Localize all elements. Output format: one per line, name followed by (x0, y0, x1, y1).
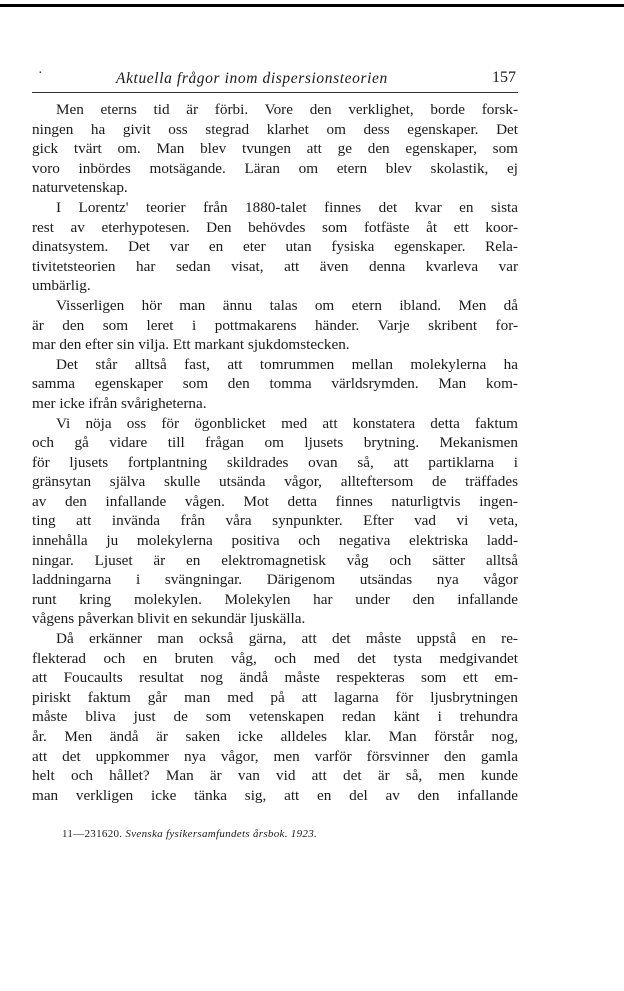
page-header (32, 66, 518, 93)
page-number: 157 (492, 69, 516, 86)
text-line: år. Men ändå är saken icke alldeles klar. Man förstår nog, (32, 728, 518, 745)
text-line: för ljusets fortplantning skildrades ovan så, att partiklarna i (32, 453, 518, 471)
text-line: att det uppkommer nya vågor, men varför försvinner den gamla (32, 747, 518, 765)
text-line: ningen ha givit oss stegrad klarhet om dess egenskaper. Det (32, 120, 518, 138)
text-line: dinatsystem. Det var en eter utan fysiska egenskaper. Rela- (32, 238, 518, 256)
text-line: gränsytan själva skulle utsända vågor, allteftersom de träffades (32, 473, 518, 491)
text-line: naturvetenskap. (32, 179, 128, 197)
text-line: är den som leret i pottmakarens händer. Varje skribent for- (32, 316, 518, 334)
running-title: Aktuella frågor inom dispersionsteorien (116, 70, 388, 87)
text-line: Men eterns tid är förbi. Vore den verklighet, borde forsk- (56, 101, 518, 118)
text-line: gick tvärt om. Man blev tvungen att ge den egenskaper, som (32, 140, 518, 158)
body-text (32, 100, 518, 805)
text-line: tivitetsteorien har sedan visat, att även denna kvarleva var (32, 257, 518, 275)
text-line: voro inbördes motsägande. Läran om etern blev skolastik, ej (32, 159, 518, 177)
header-dot-mark: · (38, 66, 43, 81)
text-line: piriskt faktum går man med på att lagarna för ljusbrytningen (32, 688, 518, 706)
text-line: flekterad och en bruten våg, och med det tysta medgivandet (32, 649, 518, 667)
text-line: laddningarna i svängningar. Därigenom utsändas nya vågor (32, 571, 518, 589)
top-border-rule (0, 4, 624, 7)
text-line: Visserligen hör man ännu talas om etern ibland. Men då (56, 296, 518, 314)
footer-signature: 11—231620. (62, 828, 123, 840)
text-line: och gå vidare till frågan om ljusets brytning. Mekanismen (32, 434, 518, 452)
footer-source: Svenska fysikersamfundets årsbok. 1923. (125, 828, 318, 840)
text-line: Då erkänner man också gärna, att det måste uppstå en re- (56, 630, 518, 648)
text-line: I Lorentz' teorier från 1880-talet finnes det kvar en sista (56, 198, 518, 216)
text-line: runt kring molekylen. Molekylen har under den infallande (32, 590, 518, 608)
text-line: ting att invända från våra synpunkter. Efter vad vi veta, (32, 512, 518, 530)
text-line: Det står alltså fast, att tomrummen mellan molekylerna ha (56, 355, 518, 373)
text-line: att Foucaults resultat nog ändå måste respekteras som ett em- (32, 669, 518, 687)
text-line: ningar. Ljuset är en elektromagnetisk våg och sätter alltså (32, 551, 518, 569)
text-line: måste bliva just de som vetenskapen redan känt i trehundra (32, 708, 518, 726)
text-line: innehålla ju molekylerna positiva och negativa elektriska ladd- (32, 532, 518, 550)
text-line: umbärlig. (32, 277, 91, 295)
text-line: samma egenskaper som den tomma världsrymden. Man kom- (32, 375, 518, 393)
text-line: vågens påverkan blivit en sekundär ljuskälla. (32, 610, 306, 628)
text-line: helt och hållet? Man är van vid att det är så, men kunde (32, 767, 518, 785)
text-line: rest av eterhypotesen. Den behövdes som fotfäste åt ett koor- (32, 218, 518, 236)
text-line: man verkligen icke tänka sig, att en del av den infallande (32, 786, 518, 804)
text-line: av den infallande vågen. Mot detta finnes naturligtvis ingen- (32, 492, 518, 510)
printer-footer (62, 828, 317, 840)
text-line: mer icke ifrån svårigheterna. (32, 394, 207, 412)
text-line: mar den efter sin vilja. Ett markant sjukdomstecken. (32, 336, 350, 354)
text-line: Vi nöja oss för ögonblicket med att konstatera detta faktum (56, 414, 518, 432)
